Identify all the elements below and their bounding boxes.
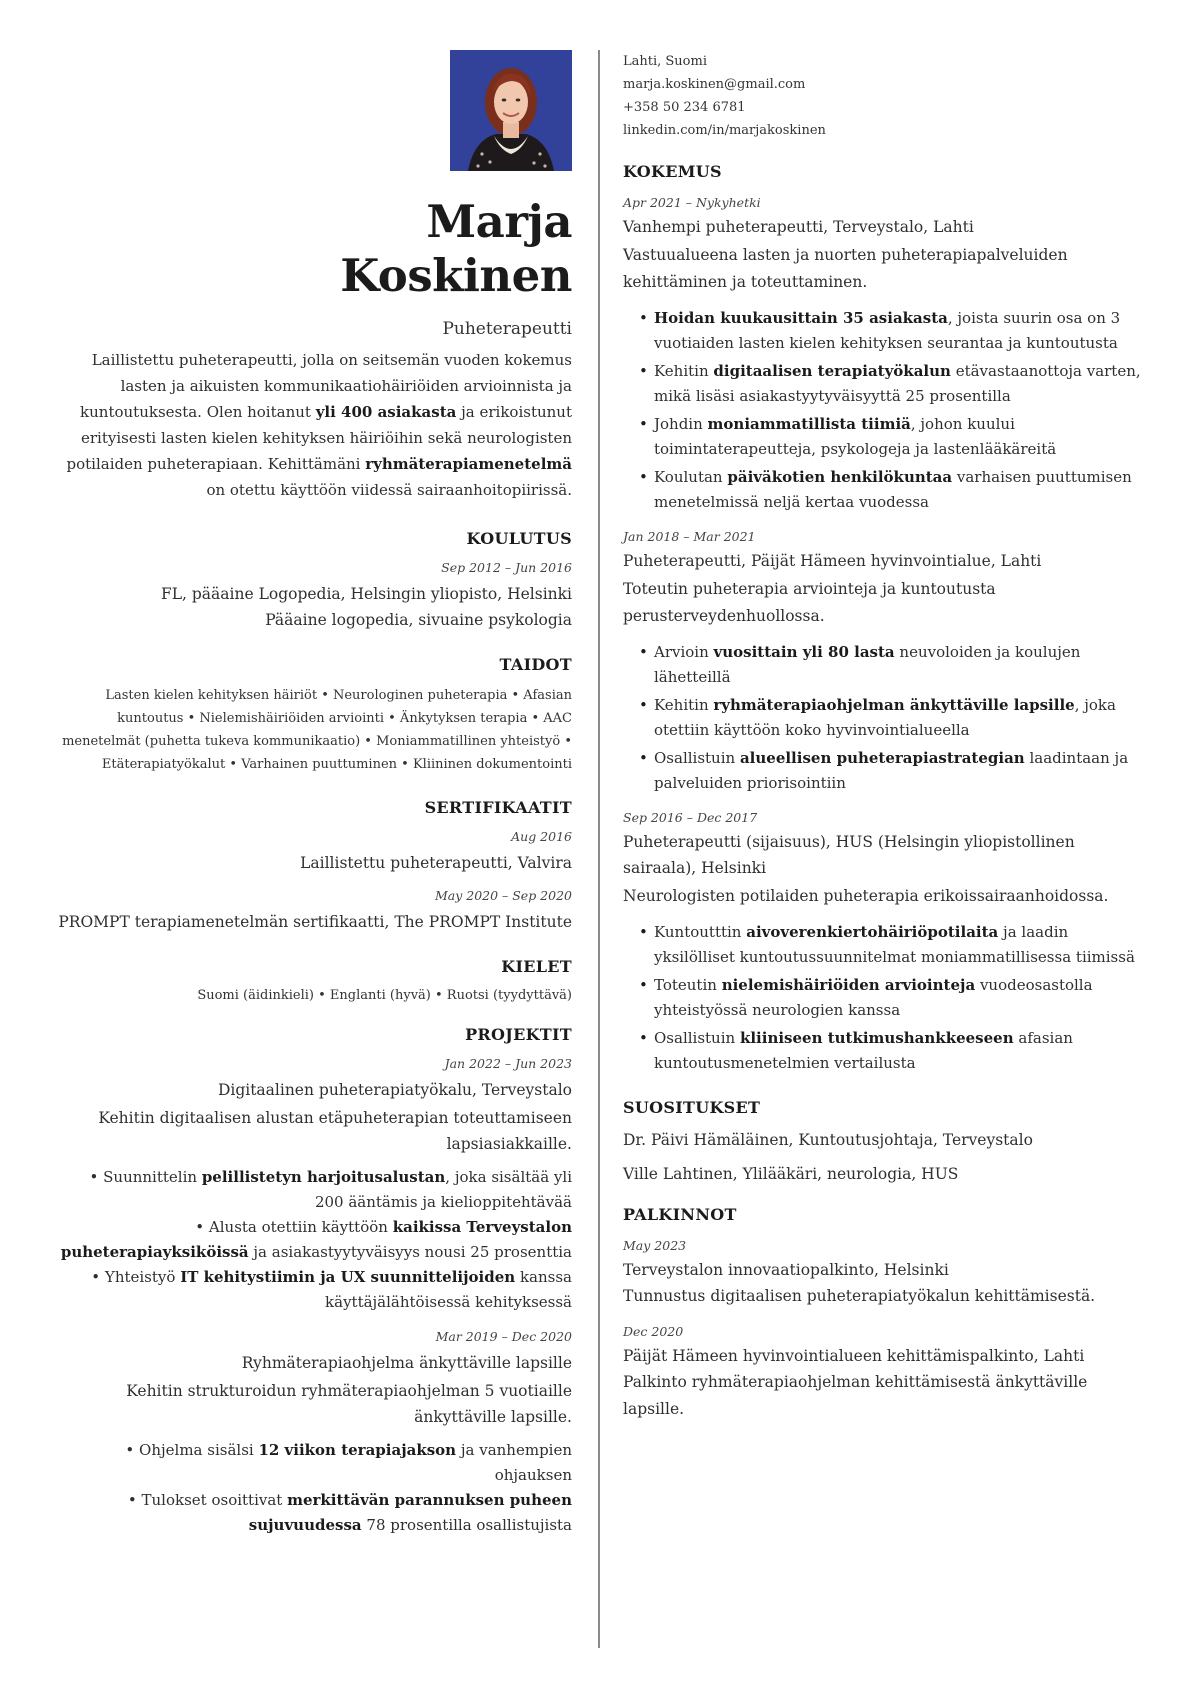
project-title: Ryhmäterapiaohjelma änkyttäville lapsille — [241, 1354, 572, 1372]
bullet-highlight: aivoverenkiertohäiriöpotilaita — [746, 923, 999, 941]
bullet-text: Koulutan — [654, 468, 728, 486]
summary-text: ja erikoistunut erityisesti lasten kielen kehityksen häiriöihin sekä neurologisten potilaiden puheterapiaan. Kehittämäni — [66, 403, 572, 473]
bullet-highlight: kliiniseen tutkimushankkeeseen — [739, 1029, 1014, 1047]
person-name — [58, 195, 572, 303]
award-title: Terveystalon innovaatiopalkinto, Helsinki — [623, 1261, 949, 1279]
contact-phone[interactable]: +358 50 234 6781 — [623, 100, 746, 115]
projects-heading: PROJEKTIT — [465, 1025, 572, 1044]
job-description: Toteutin puheterapia arviointeja ja kuntoutusta perusterveydenhuollossa. — [623, 580, 996, 625]
bullet-text: etävastaanottoja varten, mikä lisäsi asiakastyytyväisyyttä 25 prosentilla — [654, 362, 1141, 405]
project-bullet — [58, 1265, 572, 1315]
project-description: Kehitin strukturoidun ryhmäterapiaohjelman 5 vuotiaille änkyttäville lapsille. — [126, 1382, 572, 1426]
right-column — [623, 50, 1143, 1423]
summary-text: on otettu käyttöön viidessä sairaanhoitopiirissä. — [206, 481, 572, 499]
project-bullets — [58, 1438, 572, 1538]
bullet-highlight: nielemishäiriöiden arviointeja — [721, 976, 976, 994]
bullet-highlight: kaikissa Terveystalon puheterapiayksiköissä — [60, 1218, 572, 1261]
job-date: Jan 2018 – Mar 2021 — [623, 529, 756, 544]
bullet-text: Osallistuin — [654, 749, 740, 767]
bullet-text: , joka sisältää yli 200 ääntämis ja kielioppitehtävää — [314, 1168, 572, 1211]
left-column — [58, 50, 572, 1538]
profile-summary — [58, 347, 572, 503]
bullet-highlight: päiväkotien henkilökuntaa — [727, 468, 953, 486]
skills-list: Lasten kielen kehityksen häiriöt • Neurologinen puheterapia • Afasian kuntoutus • Nielemishäiriöiden arviointi • Änkytyksen terapia • AAC menetelmät (puhetta tukeva kommunikaatio) • Moniammatillinen yhteistyö • Etäterapiatyökalut • Varhainen puuttuminen • Kliininen dokumentointi — [62, 688, 572, 772]
award-title: Päijät Hämeen hyvinvointialueen kehittämispalkinto, Lahti — [623, 1347, 1085, 1365]
summary-highlight: ryhmäterapiamenetelmä — [365, 455, 572, 473]
contact-location: Lahti, Suomi — [623, 54, 707, 69]
job-description: Neurologisten potilaiden puheterapia erikoissairaanhoidossa. — [623, 887, 1109, 905]
award-date: May 2023 — [623, 1238, 687, 1253]
bullet-highlight: IT kehitystiimin ja UX suunnittelijoiden — [180, 1268, 516, 1286]
bullet-text: Toteutin — [654, 976, 722, 994]
profile-photo — [450, 50, 572, 171]
job-date: Apr 2021 – Nykyhetki — [623, 195, 761, 210]
project-bullet — [58, 1438, 572, 1488]
job-bullet — [639, 412, 1143, 462]
languages-heading: KIELET — [501, 957, 572, 976]
column-divider — [598, 50, 600, 1648]
job-description: Vastuualueena lasten ja nuorten puheterapiapalveluiden kehittäminen ja toteuttaminen. — [623, 246, 1068, 291]
contact-email[interactable]: marja.koskinen@gmail.com — [623, 77, 806, 92]
job-bullets — [623, 640, 1143, 796]
summary-text: Laillistettu puheterapeutti, jolla on seitsemän vuoden kokemus lasten ja aikuisten kommunikaatiohäiriöiden arvioinnista ja kuntoutuksesta. Olen hoitanut — [80, 351, 572, 421]
education-detail: Pääaine logopedia, sivuaine psykologia — [265, 611, 572, 629]
award-description: Tunnustus digitaalisen puheterapiatyökalun kehittämisestä. — [623, 1287, 1096, 1305]
job-bullet — [639, 746, 1143, 796]
bullet-highlight: moniammatillista tiimiä — [707, 415, 911, 433]
bullet-highlight: alueellisen puheterapiastrategian — [739, 749, 1025, 767]
skills-heading: TAIDOT — [499, 655, 572, 674]
bullet-text: laadintaan ja palveluiden priorisointiin — [654, 749, 1129, 792]
first-name: Marja — [426, 195, 572, 248]
certificates-heading: SERTIFIKAATIT — [424, 798, 572, 817]
education-date: Sep 2012 – Jun 2016 — [441, 560, 572, 575]
job-date: Sep 2016 – Dec 2017 — [623, 810, 758, 825]
summary-highlight: yli 400 asiakasta — [315, 403, 457, 421]
bullet-text: varhaisen puuttumisen menetelmissä neljä kertaa vuodessa — [654, 468, 1132, 511]
project-date: Jan 2022 – Jun 2023 — [444, 1056, 572, 1071]
project-date: Mar 2019 – Dec 2020 — [435, 1329, 572, 1344]
job-title: Puheterapeutti (sijaisuus), HUS (Helsingin yliopistollinen sairaala), Helsinki — [623, 833, 1075, 877]
job-bullet — [639, 920, 1143, 970]
bullet-highlight: ryhmäterapiaohjelman änkyttäville lapsille — [713, 696, 1075, 714]
bullet-text: ja asiakastyytyväisyys nousi 25 prosenttia — [248, 1243, 572, 1261]
certificate-name: Laillistettu puheterapeutti, Valvira — [300, 854, 572, 872]
languages-list: Suomi (äidinkieli) • Englanti (hyvä) • Ruotsi (tyydyttävä) — [197, 988, 572, 1003]
education-degree: FL, pääaine Logopedia, Helsingin yliopisto, Helsinki — [160, 585, 572, 603]
bullet-text: kanssa käyttäjälähtöisessä kehityksessä — [325, 1268, 572, 1311]
job-title: Puheterapeutti, Päijät Hämeen hyvinvointialue, Lahti — [623, 552, 1042, 570]
bullet-text: • Tulokset osoittivat — [127, 1491, 288, 1509]
bullet-highlight: vuosittain yli 80 lasta — [713, 643, 895, 661]
bullet-text: Arvioin — [654, 643, 714, 661]
project-bullet — [58, 1488, 572, 1538]
bullet-text: , johon kuului toimintaterapeutteja, psykologeja ja lastenlääkäreitä — [654, 415, 1057, 458]
bullet-text: 78 prosentilla osallistujista — [361, 1516, 572, 1534]
certificate-date: May 2020 – Sep 2020 — [434, 888, 572, 903]
job-bullet — [639, 640, 1143, 690]
recommendation-item: Dr. Päivi Hämäläinen, Kuntoutusjohtaja, Terveystalo — [623, 1131, 1033, 1149]
job-title: Puheterapeutti — [442, 319, 572, 339]
bullet-text: Kuntoutttin — [654, 923, 747, 941]
bullet-highlight: Hoidan kuukausittain 35 asiakasta — [654, 309, 948, 327]
job-bullet — [639, 359, 1143, 409]
bullet-text: ja vanhempien ohjauksen — [456, 1441, 572, 1484]
awards-heading: PALKINNOT — [623, 1205, 737, 1224]
certificate-name: PROMPT terapiamenetelmän sertifikaatti, The PROMPT Institute — [58, 913, 572, 931]
bullet-text: • Yhteistyö — [91, 1268, 181, 1286]
job-title: Vanhempi puheterapeutti, Terveystalo, Lahti — [623, 218, 974, 236]
education-heading: KOULUTUS — [466, 529, 572, 548]
award-description: Palkinto ryhmäterapiaohjelman kehittämisestä änkyttäville lapsille. — [623, 1373, 1088, 1418]
bullet-text: Johdin — [654, 415, 708, 433]
job-bullet — [639, 973, 1143, 1023]
project-description: Kehitin digitaalisen alustan etäpuheterapian toteuttamiseen lapsiasiakkaille. — [98, 1109, 572, 1153]
contact-linkedin[interactable]: linkedin.com/in/marjakoskinen — [623, 123, 826, 138]
last-name: Koskinen — [340, 249, 572, 302]
bullet-text: , joista suurin osa on 3 vuotiaiden lasten kielen kehityksen seurantaa ja kuntoutusta — [654, 309, 1121, 352]
bullet-highlight: digitaalisen terapiatyökalun — [713, 362, 951, 380]
job-bullet — [639, 306, 1143, 356]
contact-block — [623, 50, 1143, 142]
bullet-highlight: merkittävän parannuksen puheen sujuvuudessa — [248, 1491, 572, 1534]
project-bullets — [58, 1165, 572, 1315]
bullet-text: ja laadin yksilölliset kuntoutussuunnitelmat moniammatillisessa tiimissä — [654, 923, 1135, 966]
job-bullet — [639, 1026, 1143, 1076]
recommendations-heading: SUOSITUKSET — [623, 1098, 761, 1117]
job-bullets — [623, 306, 1143, 515]
job-bullet — [639, 693, 1143, 743]
certificate-date: Aug 2016 — [511, 829, 572, 844]
bullet-text: Kehitin — [654, 696, 714, 714]
experience-heading: KOKEMUS — [623, 162, 722, 181]
bullet-text: • Suunnittelin — [89, 1168, 202, 1186]
project-bullet — [58, 1215, 572, 1265]
recommendation-item: Ville Lahtinen, Ylilääkäri, neurologia, HUS — [623, 1165, 959, 1183]
bullet-text: vuodeosastolla yhteistyössä neurologien kanssa — [654, 976, 1093, 1019]
bullet-text: Kehitin — [654, 362, 714, 380]
bullet-text: , joka otettiin käyttöön koko hyvinvointialueella — [654, 696, 1116, 739]
bullet-text: neuvoloiden ja koulujen lähetteillä — [654, 643, 1081, 686]
job-bullet — [639, 465, 1143, 515]
bullet-text: Osallistuin — [654, 1029, 740, 1047]
award-date: Dec 2020 — [623, 1324, 684, 1339]
person-photo-icon — [450, 50, 572, 171]
project-title: Digitaalinen puheterapiatyökalu, Terveystalo — [217, 1081, 572, 1099]
bullet-highlight: 12 viikon terapiajakson — [258, 1441, 457, 1459]
bullet-text: afasian kuntoutusmenetelmien vertailusta — [654, 1029, 1073, 1072]
bullet-text: • Ohjelma sisälsi — [125, 1441, 259, 1459]
bullet-highlight: pelillistetyn harjoitusalustan — [201, 1168, 446, 1186]
bullet-text: • Alusta otettiin käyttöön — [195, 1218, 393, 1236]
job-bullets — [623, 920, 1143, 1076]
project-bullet — [58, 1165, 572, 1215]
